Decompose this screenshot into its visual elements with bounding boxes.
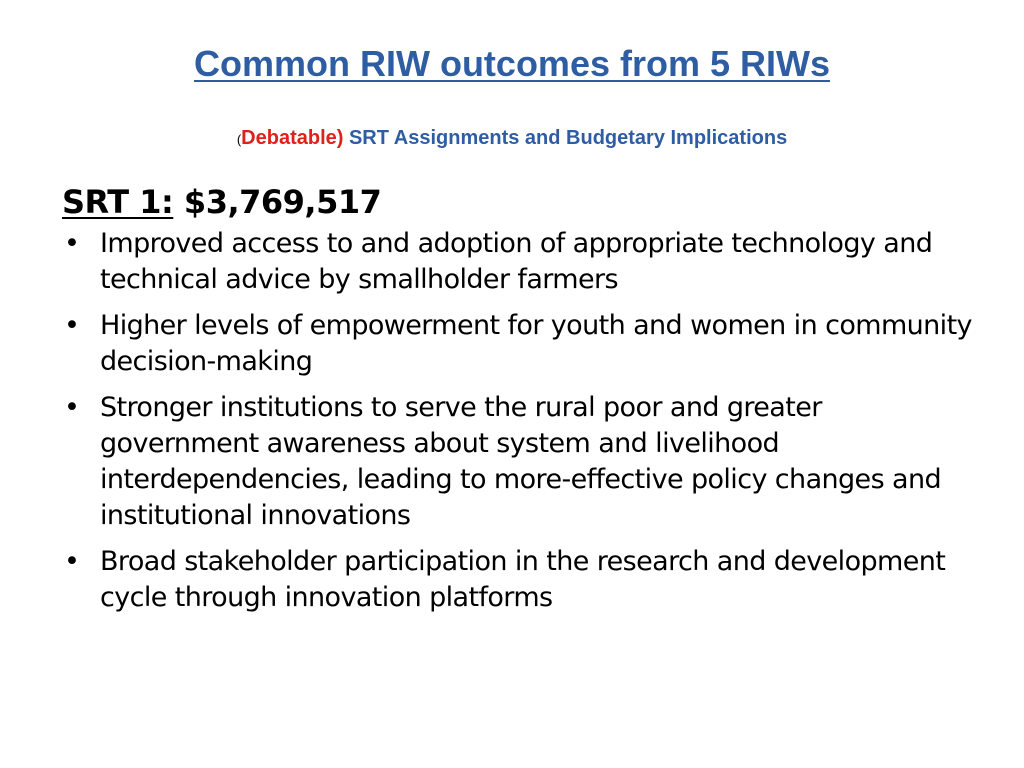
bullet-icon: • — [64, 546, 80, 577]
bullet-icon: • — [64, 228, 80, 259]
list-item — [62, 544, 982, 616]
list-item-text: Improved access to and adoption of appropriate technology and technical advice by smallholder farmers — [100, 228, 933, 295]
bullet-icon: • — [64, 392, 80, 423]
list-item-text: Broad stakeholder participation in the research and development cycle through innovation platforms — [100, 546, 946, 613]
srt-amount: $3,769,517 — [173, 183, 382, 221]
list-item — [62, 308, 982, 380]
srt-heading — [62, 180, 982, 224]
slide-title: Common RIW outcomes from 5 RIWs — [193, 43, 831, 84]
subtitle-debatable: Debatable) — [241, 127, 344, 149]
list-item — [62, 226, 982, 298]
slide-subtitle — [0, 124, 1024, 154]
srt-label: SRT 1: — [62, 183, 174, 221]
subtitle-text: SRT Assignments and Budgetary Implications — [343, 127, 788, 149]
list-item — [62, 390, 982, 534]
bullet-icon: • — [64, 310, 80, 341]
subtitle-open-paren: ( — [236, 132, 242, 147]
list-item-text: Stronger institutions to serve the rural poor and greater government awareness about system and livelihood interdependencies, leading to more-effective policy changes and institutional innovations — [100, 392, 942, 531]
slide-content — [62, 180, 982, 626]
outcome-list — [62, 226, 982, 616]
list-item-text: Higher levels of empowerment for youth and women in community decision-making — [100, 310, 972, 377]
